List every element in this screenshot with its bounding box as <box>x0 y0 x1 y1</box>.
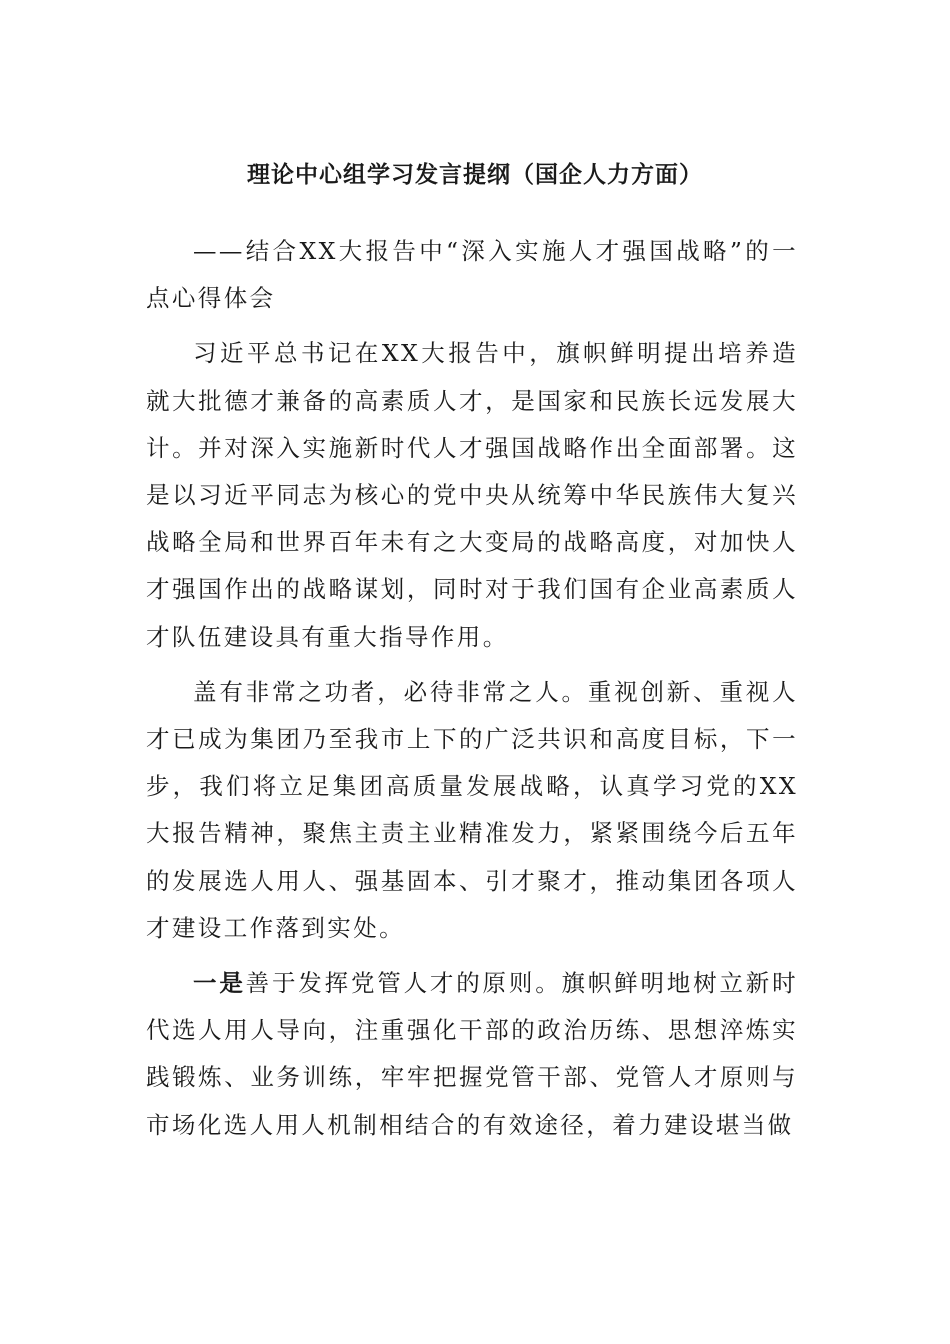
document-body <box>146 228 798 1149</box>
paragraph-3 <box>146 960 798 1149</box>
paragraph-2: 盖有非常之功者，必待非常之人。重视创新、重视人才已成为集团乃至我市上下的广泛共识和高度目标，下一步，我们将立足集团高质量发展战略，认真学习党的XX大报告精神，聚焦主责主业精准发力，紧紧围绕今后五年的发展选人用人、强基固本、引才聚才，推动集团各项人才建设工作落到实处。 <box>146 677 798 942</box>
paragraph-1: 习近平总书记在XX大报告中，旗帜鲜明提出培养造就大批德才兼备的高素质人才，是国家和民族长远发展大计。并对深入实施新时代人才强国战略作出全面部署。这是以习近平同志为核心的党中央从统筹中华民族伟大复兴战略全局和世界百年未有之大变局的战略高度，对加快人才强国作出的战略谋划，同时对于我们国有企业高素质人才队伍建设具有重大指导作用。 <box>146 339 798 651</box>
subtitle-paragraph: ——结合XX大报告中“深入实施人才强国战略”的一点心得体会 <box>146 237 798 313</box>
paragraph-3-lead: 一是 <box>193 969 246 998</box>
paragraph-3-text: 善于发挥党管人才的原则。旗帜鲜明地树立新时代选人用人导向，注重强化干部的政治历练、思想淬炼实践锻炼、业务训练，牢牢把握党管干部、党管人才原则与市场化选人用人机制相结合的有效途径，着力建设堪当做 <box>146 969 798 1139</box>
document-title: 理论中心组学习发言提纲（国企人力方面） <box>247 161 703 188</box>
